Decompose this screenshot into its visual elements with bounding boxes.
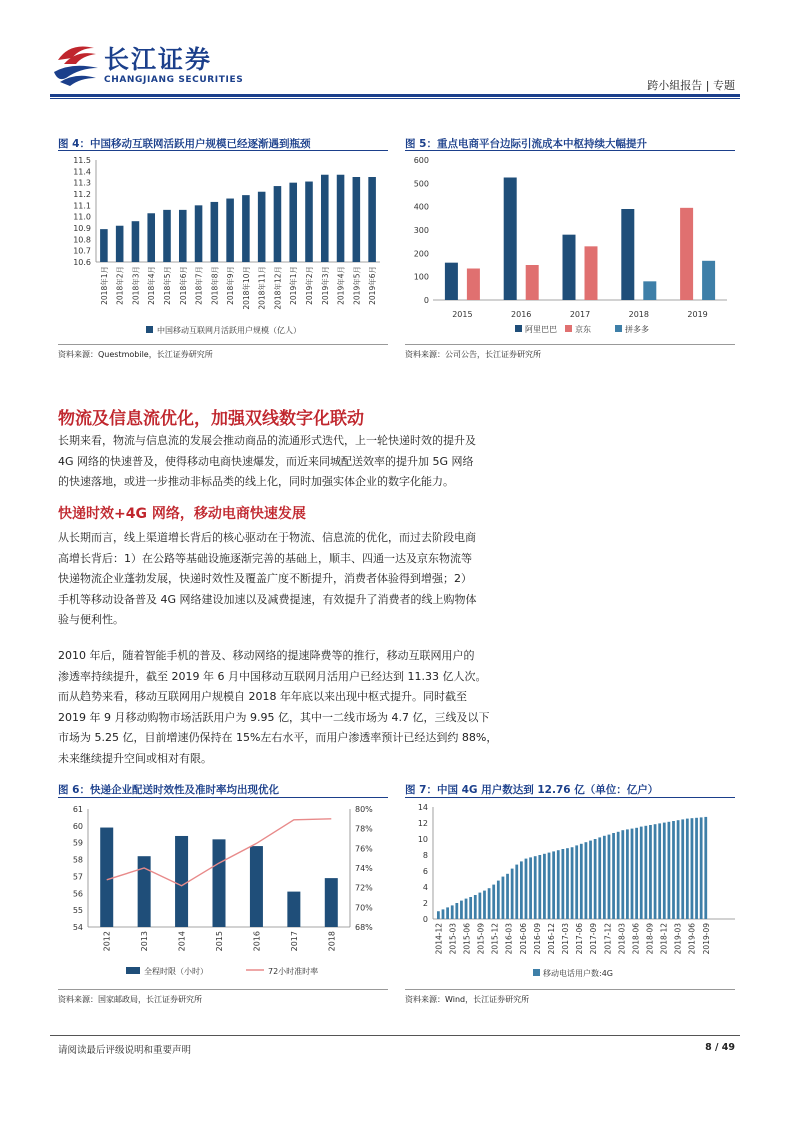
x-tick-label: 2018年3月: [131, 266, 141, 305]
x-tick-label: 2015-06: [462, 923, 472, 955]
bar: [668, 822, 671, 919]
y-tick-label: 400: [413, 202, 429, 212]
fig6-top-rule: [58, 797, 388, 798]
fig4-title: 图 4：中国移动互联网活跃用户规模已经逐渐遇到瓶颈: [58, 138, 311, 150]
legend-label: 中国移动互联网月活跃用户规模（亿人）: [157, 326, 301, 335]
header-rule: [50, 94, 740, 97]
x-tick-label: 2016: [252, 931, 262, 952]
y2-tick-label: 74%: [355, 864, 373, 873]
bar: [474, 895, 477, 919]
legend-label: 拼多多: [625, 325, 649, 334]
bar: [561, 849, 564, 919]
y-tick-label: 300: [413, 226, 429, 235]
bar: [608, 835, 611, 919]
x-tick-label: 2018年11月: [257, 266, 267, 310]
bar: [681, 819, 684, 919]
bar: [368, 177, 376, 262]
intro-line: 4G 网络的快速普及，使得移动电商快速爆发，而近来同城配送效率的提升加 5G 网络: [58, 454, 474, 468]
bar: [497, 881, 500, 919]
bar: [686, 819, 689, 919]
bar: [585, 842, 588, 919]
bar: [321, 175, 329, 262]
y-tick-label: 6: [422, 867, 428, 876]
x-tick-label: 2017-06: [575, 923, 585, 955]
bar: [571, 847, 574, 919]
paragraph-2: [58, 646, 734, 769]
y-tick-label: 12: [417, 819, 428, 828]
bar: [700, 817, 703, 919]
para2-line: 未来继续提升空间或相对有限。: [58, 751, 212, 765]
para1-line: 从长期而言，线上渠道增长背后的核心驱动在于物流、信息流的优化，而过去阶段电商: [58, 531, 476, 544]
legend-label: 全程时限（小时）: [144, 967, 208, 976]
fig7-source: 资料来源：Wind，长江证券研究所: [405, 995, 530, 1004]
x-tick-label: 2018年6月: [178, 266, 188, 305]
bar: [511, 869, 514, 919]
section-heading: 物流及信息流优化，加强双线数字化联动: [58, 409, 364, 429]
bar: [492, 885, 495, 919]
para2-line: 而从趋势来看，移动互联网用户规模自 2018 年年底以来出现中枢式提升。同时截至: [58, 690, 467, 703]
bar: [469, 897, 472, 919]
para1-line: 高增长背后：1）在公路等基础设施逐渐完善的基础上，顺丰、四通一达及京东物流等: [58, 551, 472, 565]
fig7-title: 图 7：中国 4G 用户数达到 12.76 亿（单位：亿户）: [405, 784, 659, 796]
y2-tick-label: 76%: [355, 844, 373, 854]
y-tick-label: 100: [413, 272, 429, 282]
y-tick-label: 10.8: [73, 235, 91, 245]
x-tick-label: 2018: [628, 310, 649, 319]
bar: [305, 182, 313, 262]
bar: [677, 820, 680, 919]
legend-label: 72小时准时率: [268, 967, 319, 976]
y-tick-label: 11.0: [73, 212, 91, 222]
bar: [460, 901, 463, 919]
y-tick-label: 4: [422, 883, 428, 892]
legend-label: 京东: [575, 325, 591, 334]
bar: [287, 892, 300, 927]
bar: [603, 836, 606, 919]
bar: [116, 226, 124, 262]
logo-text-en: CHANGJIANG SECURITIES: [104, 75, 244, 85]
x-tick-label: 2018年1月: [99, 266, 109, 305]
y2-tick-label: 70%: [355, 903, 373, 913]
x-tick-label: 2018-12: [659, 923, 669, 955]
y-tick-label: 56: [72, 889, 83, 899]
fig6-title: 图 6：快递企业配送时效性及准时率均出现优化: [58, 784, 279, 796]
legend-label: 阿里巴巴: [525, 325, 557, 334]
x-tick-label: 2019-03: [673, 923, 683, 955]
bar: [506, 874, 509, 919]
y-tick-label: 60: [72, 821, 83, 831]
bar: [437, 911, 440, 919]
x-tick-label: 2018-09: [645, 923, 655, 955]
bar: [538, 855, 541, 919]
y-tick-label: 11.2: [73, 190, 91, 199]
fig7-top-rule: [405, 797, 735, 798]
bar: [557, 850, 560, 919]
bar: [594, 839, 597, 919]
x-tick-label: 2018年9月: [226, 266, 236, 305]
x-tick-label: 2019年3月: [320, 266, 330, 305]
x-tick-label: 2014: [177, 931, 187, 952]
fig6-bottom-rule: [58, 989, 388, 990]
x-tick-label: 2018年5月: [163, 266, 172, 305]
bar: [132, 221, 140, 262]
x-tick-label: 2017: [289, 931, 299, 952]
bar: [478, 893, 481, 919]
x-tick-label: 2019-09: [701, 923, 711, 955]
x-tick-label: 2014-12: [434, 923, 444, 955]
y-tick-label: 2: [422, 899, 428, 908]
fig4-source: 资料来源：Questmobile，长江证券研究所: [58, 350, 213, 359]
y-tick-label: 200: [413, 249, 429, 259]
x-tick-label: 2017-12: [603, 923, 613, 955]
x-tick-label: 2017: [569, 310, 591, 319]
y-tick-label: 11.4: [73, 167, 91, 177]
bar: [258, 192, 266, 262]
y2-tick-label: 78%: [355, 824, 373, 834]
y-tick-label: 57: [72, 872, 83, 882]
x-tick-label: 2018年10月: [241, 266, 251, 310]
bar: [649, 825, 652, 919]
bar-京东: [585, 246, 598, 300]
intro-line: 的快速落地，或进一步推动非标品类的线上化，同时加强实体企业的数字化能力。: [58, 475, 454, 488]
x-tick-label: 2015: [452, 310, 473, 319]
bar: [626, 829, 629, 919]
bar: [617, 832, 620, 919]
y-tick-label: 11.1: [73, 201, 91, 211]
bar: [325, 878, 338, 927]
y-tick-label: 58: [72, 855, 83, 865]
paragraph-1: [58, 528, 734, 631]
bar-京东: [680, 208, 693, 300]
para1-line: 手机等移动设备普及 4G 网络建设加速以及减费提速，有效提升了消费者的线上购物体: [58, 592, 477, 606]
y-tick-label: 59: [72, 838, 83, 848]
fig4-bottom-rule: [58, 344, 388, 345]
section-subheading: 快递时效+4G 网络，移动电商快速发展: [58, 506, 306, 522]
fig5-top-rule: [405, 150, 735, 151]
page-number: 8 / 49: [705, 1042, 735, 1053]
y-tick-label: 54: [72, 923, 83, 932]
bar: [442, 909, 445, 919]
section-intro: [58, 431, 734, 493]
bar: [226, 199, 234, 262]
y2-tick-label: 68%: [355, 923, 373, 932]
bar: [589, 841, 592, 919]
x-tick-label: 2019年1月: [289, 266, 299, 305]
x-tick-label: 2019年2月: [305, 266, 314, 305]
bar: [353, 177, 361, 262]
bar: [654, 824, 657, 919]
bar: [446, 907, 449, 919]
bar-拼多多: [643, 281, 656, 300]
x-tick-label: 2018-06: [631, 923, 641, 955]
y-tick-label: 10: [417, 835, 428, 844]
y-tick-label: 10.9: [73, 224, 91, 233]
x-tick-label: 2019: [687, 310, 708, 319]
bar: [100, 229, 108, 262]
bar: [658, 823, 661, 919]
para1-line: 验与便利性。: [58, 613, 124, 626]
bar: [631, 829, 634, 919]
bar-拼多多: [702, 261, 715, 300]
bar: [612, 833, 615, 919]
fig6-chart: [58, 799, 388, 987]
bar: [566, 848, 569, 919]
legend-swatch: [126, 967, 140, 974]
fig7-bottom-rule: [405, 989, 735, 990]
x-tick-label: 2019年4月: [336, 266, 346, 305]
x-tick-label: 2016-12: [546, 923, 556, 955]
y2-tick-label: 72%: [355, 883, 373, 893]
x-tick-label: 2018年2月: [115, 266, 125, 305]
logo-emblem-icon: [50, 38, 102, 90]
y-tick-label: 55: [72, 906, 83, 916]
x-tick-label: 2016-09: [532, 923, 542, 955]
bar: [289, 183, 297, 262]
x-tick-label: 2019年6月: [368, 266, 378, 305]
intro-line: 长期来看，物流与信息流的发展会推动商品的流通形式迭代，上一轮快递时效的提升及: [58, 434, 476, 447]
x-tick-label: 2013: [140, 931, 150, 952]
bar: [451, 905, 454, 919]
x-tick-label: 2017-09: [589, 923, 599, 955]
bar: [691, 818, 694, 919]
bar: [525, 859, 528, 919]
fig4-chart: [58, 152, 388, 342]
bar-阿里巴巴: [621, 209, 634, 300]
bar: [147, 213, 155, 262]
x-tick-label: 2018-03: [617, 923, 627, 955]
para1-line: 快递物流企业蓬勃发展，快递时效性及覆盖广度不断提升，消费者体验得到增强；2）: [58, 572, 472, 585]
bar: [250, 846, 263, 927]
fig7-chart: [405, 799, 735, 987]
bar: [552, 851, 555, 919]
bar: [515, 865, 518, 919]
x-tick-label: 2018年7月: [194, 266, 204, 305]
y-tick-label: 14: [417, 803, 428, 812]
header-rule-thin: [50, 98, 740, 99]
legend-swatch: [565, 325, 572, 332]
x-tick-label: 2016: [511, 310, 532, 319]
fig4-top-rule: [58, 150, 388, 151]
bar: [695, 818, 698, 919]
x-tick-label: 2018年12月: [273, 266, 283, 310]
footer-disclaimer: 请阅读最后评级说明和重要声明: [58, 1045, 192, 1056]
bar: [455, 903, 458, 919]
x-tick-label: 2015-09: [476, 923, 486, 955]
y2-tick-label: 80%: [355, 805, 373, 814]
bar: [672, 821, 675, 919]
y-tick-label: 600: [413, 156, 429, 165]
bar: [529, 857, 532, 919]
y-tick-label: 0: [423, 296, 429, 305]
bar: [488, 888, 491, 919]
logo-text-cn: 长江证券: [104, 45, 213, 74]
legend-swatch: [615, 325, 622, 332]
bar-阿里巴巴: [504, 178, 517, 301]
legend-label: 移动电话用户数:4G: [543, 969, 613, 978]
bar-京东: [467, 269, 480, 301]
y-tick-label: 11.5: [73, 156, 91, 165]
x-tick-label: 2019-06: [687, 923, 697, 955]
bar: [337, 175, 345, 262]
bar-京东: [526, 265, 539, 300]
para2-line: 2019 年 9 月移动购物市场活跃用户为 9.95 亿，其中一二线市场为 4.7 亿，三线及以下: [58, 710, 490, 724]
bar-阿里巴巴: [445, 263, 458, 300]
bar: [548, 853, 551, 919]
bar: [663, 823, 666, 919]
x-tick-label: 2017-03: [561, 923, 571, 955]
para2-line: 2010 年后，随着智能手机的普及、移动网络的提速降费等的推行，移动互联网用户的: [58, 649, 475, 662]
fig5-source: 资料来源：公司公告，长江证券研究所: [405, 350, 541, 359]
y-tick-label: 10.6: [73, 258, 91, 267]
bar: [163, 210, 171, 262]
fig5-bottom-rule: [405, 344, 735, 345]
y-tick-label: 61: [72, 805, 83, 814]
x-tick-label: 2015-12: [490, 923, 500, 955]
x-tick-label: 2016-03: [504, 923, 514, 955]
y-tick-label: 11.3: [73, 178, 91, 188]
x-tick-label: 2019年5月: [352, 266, 362, 305]
x-tick-label: 2012: [102, 931, 112, 952]
x-tick-label: 2018年8月: [210, 266, 220, 305]
bar: [175, 836, 188, 927]
x-tick-label: 2015-03: [448, 923, 458, 955]
legend-swatch: [533, 969, 540, 976]
bar: [502, 877, 505, 919]
x-tick-label: 2018: [327, 931, 337, 952]
x-tick-label: 2015: [215, 931, 224, 952]
x-tick-label: 2016-06: [518, 923, 528, 955]
footer-rule: [50, 1035, 740, 1036]
bar: [213, 839, 226, 927]
bar: [211, 202, 219, 262]
x-tick-label: 2018年4月: [147, 266, 157, 305]
bar: [483, 891, 486, 919]
y-tick-label: 8: [422, 851, 428, 860]
bar: [138, 856, 151, 927]
bar: [543, 854, 546, 919]
para2-line: 渗透率持续提升，截至 2019 年 6 月中国移动互联网月活用户已经达到 11.33 亿人次。: [58, 669, 487, 683]
fig5-chart: [405, 152, 735, 342]
bar: [179, 210, 187, 262]
legend-swatch: [515, 325, 522, 332]
bar: [704, 817, 707, 919]
bar: [635, 828, 638, 919]
bar: [465, 899, 468, 919]
bar: [598, 837, 601, 919]
bar-阿里巴巴: [563, 235, 576, 300]
bar: [274, 186, 282, 262]
fig5-title: 图 5：重点电商平台边际引流成本中枢持续大幅提升: [405, 138, 647, 150]
bar: [644, 826, 647, 919]
bar: [195, 205, 203, 262]
legend-swatch: [146, 326, 153, 333]
bar: [621, 830, 624, 919]
fig6-source: 资料来源：国家邮政局，长江证券研究所: [58, 995, 202, 1004]
report-type: 跨小組报告 | 专题: [647, 79, 735, 92]
bar: [534, 856, 537, 919]
y-tick-label: 10.7: [73, 246, 91, 256]
y-tick-label: 0: [422, 915, 428, 924]
bar: [580, 844, 583, 919]
bar: [100, 828, 113, 927]
bar: [242, 195, 250, 262]
bar: [520, 861, 523, 919]
para2-line: 市场为 5.25 亿，目前增速仍保持在 15%左右水平，而用户渗透率预计已经达到约 88%，: [58, 731, 498, 744]
bar: [575, 845, 578, 919]
y-tick-label: 500: [413, 179, 429, 189]
bar: [640, 827, 643, 919]
